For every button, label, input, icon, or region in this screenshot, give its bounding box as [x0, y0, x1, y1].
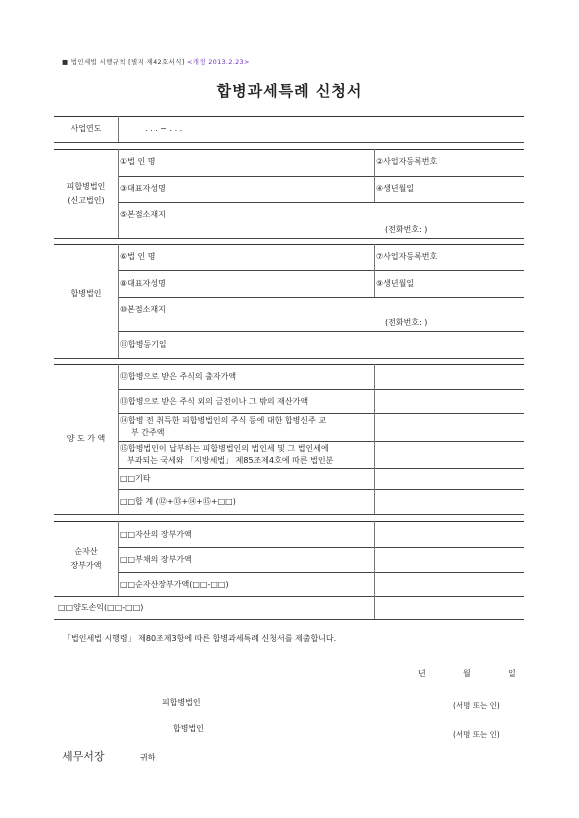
merged-corp-birth-field[interactable]: ④생년월일: [376, 184, 415, 193]
transfer-row-13[interactable]: ⑬합병으로 받은 주식 외의 금전이나 그 밖의 재산가액: [120, 397, 309, 406]
net-asset-book-value-row[interactable]: □□순자산장부가액(□□-□□): [120, 580, 229, 589]
revision-note: <개정 2013.2.23>: [186, 58, 250, 66]
business-year-label: 사업연도: [70, 124, 102, 133]
transfer-row-12[interactable]: ⑫합병으로 받은 주식의 출자가액: [120, 372, 237, 381]
transfer-row-14[interactable]: ⑭합병 전 취득한 피합병법인의 주식 등에 대한 합병신주 교: [120, 416, 327, 425]
asset-book-value-row[interactable]: □□자산의 장부가액: [120, 530, 192, 539]
merging-corp-birth-field[interactable]: ⑨생년월일: [376, 279, 415, 288]
gain-loss-row[interactable]: □□양도손익(□□-□□): [58, 603, 144, 612]
merged-corp-rep-field[interactable]: ③대표자성명: [120, 184, 166, 193]
transfer-row-15-cont: 부과되는 국세와 「지방세법」 제85조제4호에 따른 법인분: [127, 456, 334, 465]
merged-corp-bizno-field[interactable]: ②사업자등록번호: [376, 157, 438, 166]
merged-corp-seal[interactable]: (서명 또는 인): [453, 701, 500, 710]
date-day: 일: [508, 669, 516, 678]
page-title: 합병과세특례 신청서: [216, 82, 363, 100]
tax-office-head: 세무서장: [62, 750, 105, 763]
merging-corp-name-field[interactable]: ⑥법 인 명: [120, 252, 156, 261]
net-asset-label: 순자산: [74, 547, 98, 556]
merged-corp-signer-label: 피합병법인: [162, 698, 201, 707]
business-year-field[interactable]: . . . ~ . . .: [145, 124, 183, 133]
submission-statement: 「법인세법 시행령」 제80조제3항에 따른 합병과세특례 신청서를 제출합니다.: [63, 634, 337, 643]
transfer-row-total[interactable]: □□합 계 (⑫+⑬+⑭+⑮+□□): [120, 497, 236, 506]
merger-registration-date-field[interactable]: ⑪합병등기일: [120, 340, 167, 349]
merging-corp-rep-field[interactable]: ⑧대표자성명: [120, 279, 166, 288]
merging-corp-bizno-field[interactable]: ⑦사업자등록번호: [376, 252, 438, 261]
net-asset-sublabel: 장부가액: [70, 561, 102, 570]
merged-corp-phone[interactable]: (전화번호: ): [385, 225, 428, 234]
merging-corp-seal[interactable]: (서명 또는 인): [453, 730, 500, 739]
merging-corp-signer-label: 합병법인: [173, 724, 204, 733]
form-ref-text: ■ 법인세법 시행규칙 [별지 제42호서식]: [62, 58, 185, 66]
merging-corp-address-field[interactable]: ⑩본점소재지: [120, 305, 166, 314]
date-year: 년: [418, 669, 426, 678]
merged-corp-name-field[interactable]: ①법 인 명: [120, 157, 156, 166]
recipient-suffix: 귀하: [140, 753, 156, 762]
merging-corp-phone[interactable]: (전화번호: ): [385, 318, 428, 327]
merged-corp-sublabel: (신고법인): [67, 196, 105, 205]
transfer-row-14-cont: 부 간주액: [131, 428, 165, 437]
transfer-row-15[interactable]: ⑮합병법인이 납부하는 피합병법인의 법인세 및 그 법인세에: [120, 444, 329, 453]
merged-corp-label: 피합병법인: [66, 182, 106, 191]
merging-corp-label: 합병법인: [70, 289, 102, 298]
form-reference: [62, 57, 250, 66]
date-month: 월: [463, 669, 471, 678]
merged-corp-address-field[interactable]: ⑤본점소재지: [120, 210, 166, 219]
transfer-value-label: 양 도 가 액: [66, 434, 106, 443]
transfer-row-other[interactable]: □□기타: [120, 474, 151, 483]
liability-book-value-row[interactable]: □□부채의 장부가액: [120, 555, 192, 564]
